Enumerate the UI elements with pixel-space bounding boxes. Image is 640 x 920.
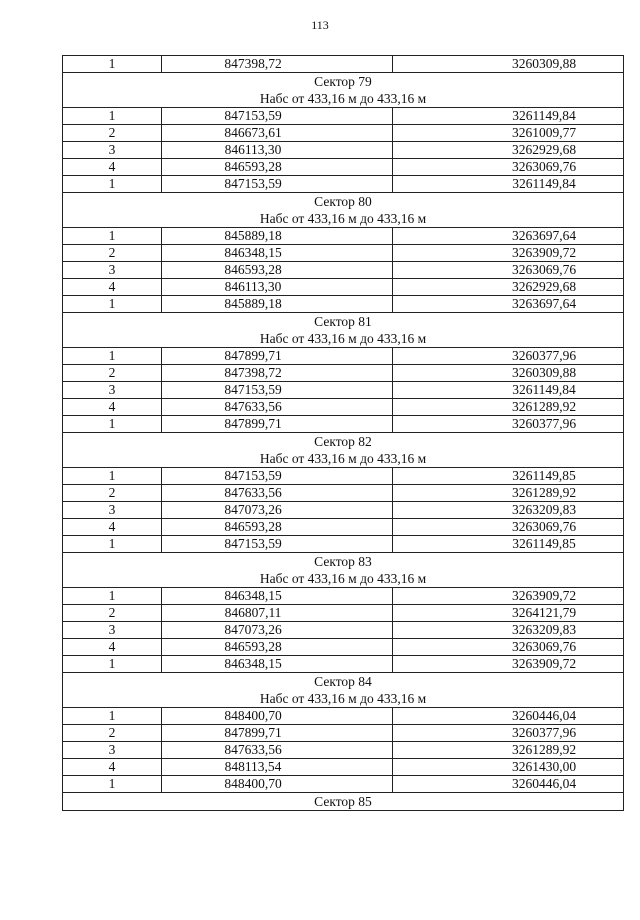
coordinates-table xyxy=(62,55,624,811)
x-coordinate: 848400,70 xyxy=(162,708,393,725)
point-number: 3 xyxy=(63,382,162,399)
y-coordinate: 3260377,96 xyxy=(393,725,624,742)
y-coordinate: 3263209,83 xyxy=(393,502,624,519)
table-row xyxy=(63,656,624,673)
table-row xyxy=(63,519,624,536)
sector-height-range: Набс от 433,16 м до 433,16 м xyxy=(259,571,427,586)
table-row xyxy=(63,108,624,125)
point-number: 1 xyxy=(63,468,162,485)
x-coordinate: 847633,56 xyxy=(162,399,393,416)
sector-header xyxy=(63,433,624,468)
table-row xyxy=(63,176,624,193)
sector-header xyxy=(63,313,624,348)
point-number: 2 xyxy=(63,485,162,502)
point-number: 4 xyxy=(63,159,162,176)
y-coordinate: 3263909,72 xyxy=(393,245,624,262)
x-coordinate: 845889,18 xyxy=(162,228,393,245)
table-row xyxy=(63,142,624,159)
table-row xyxy=(63,622,624,639)
table-row xyxy=(63,468,624,485)
table-row xyxy=(63,639,624,656)
table-row xyxy=(63,245,624,262)
y-coordinate: 3260377,96 xyxy=(393,348,624,365)
point-number: 1 xyxy=(63,296,162,313)
table-row xyxy=(63,399,624,416)
x-coordinate: 846113,30 xyxy=(162,142,393,159)
y-coordinate: 3263697,64 xyxy=(393,228,624,245)
point-number: 1 xyxy=(63,776,162,793)
sector-header-row xyxy=(63,553,624,588)
table-row xyxy=(63,382,624,399)
point-number: 3 xyxy=(63,742,162,759)
y-coordinate: 3263069,76 xyxy=(393,639,624,656)
point-number: 1 xyxy=(63,56,162,73)
y-coordinate: 3261149,84 xyxy=(393,108,624,125)
point-number: 3 xyxy=(63,502,162,519)
y-coordinate: 3261149,85 xyxy=(393,468,624,485)
table-row xyxy=(63,56,624,73)
sector-title: Сектор 82 xyxy=(314,434,372,449)
sector-header-row xyxy=(63,73,624,108)
y-coordinate: 3261430,00 xyxy=(393,759,624,776)
y-coordinate: 3260309,88 xyxy=(393,56,624,73)
sector-header xyxy=(63,673,624,708)
y-coordinate: 3261149,84 xyxy=(393,382,624,399)
point-number: 1 xyxy=(63,416,162,433)
table-row xyxy=(63,365,624,382)
y-coordinate: 3260309,88 xyxy=(393,365,624,382)
table-row xyxy=(63,502,624,519)
sector-header-row xyxy=(63,193,624,228)
table-row xyxy=(63,125,624,142)
table-row xyxy=(63,296,624,313)
y-coordinate: 3261289,92 xyxy=(393,742,624,759)
sector-title: Сектор 81 xyxy=(314,314,372,329)
y-coordinate: 3260446,04 xyxy=(393,776,624,793)
sector-title: Сектор 79 xyxy=(314,74,372,89)
x-coordinate: 846807,11 xyxy=(162,605,393,622)
x-coordinate: 847633,56 xyxy=(162,742,393,759)
sector-header xyxy=(63,553,624,588)
sector-header-row xyxy=(63,313,624,348)
y-coordinate: 3260446,04 xyxy=(393,708,624,725)
y-coordinate: 3261149,85 xyxy=(393,536,624,553)
point-number: 3 xyxy=(63,622,162,639)
y-coordinate: 3263069,76 xyxy=(393,159,624,176)
y-coordinate: 3263069,76 xyxy=(393,519,624,536)
sector-title: Сектор 84 xyxy=(314,674,372,689)
x-coordinate: 846348,15 xyxy=(162,588,393,605)
y-coordinate: 3260377,96 xyxy=(393,416,624,433)
x-coordinate: 847073,26 xyxy=(162,502,393,519)
x-coordinate: 847899,71 xyxy=(162,725,393,742)
sector-header-row xyxy=(63,673,624,708)
sector-height-range: Набс от 433,16 м до 433,16 м xyxy=(259,211,427,226)
point-number: 1 xyxy=(63,348,162,365)
point-number: 4 xyxy=(63,639,162,656)
table-row xyxy=(63,776,624,793)
y-coordinate: 3261289,92 xyxy=(393,485,624,502)
y-coordinate: 3263209,83 xyxy=(393,622,624,639)
table-row xyxy=(63,742,624,759)
point-number: 3 xyxy=(63,262,162,279)
x-coordinate: 847153,59 xyxy=(162,382,393,399)
sector-title: Сектор 85 xyxy=(314,794,372,809)
x-coordinate: 847073,26 xyxy=(162,622,393,639)
table-row xyxy=(63,708,624,725)
point-number: 3 xyxy=(63,142,162,159)
x-coordinate: 846113,30 xyxy=(162,279,393,296)
point-number: 2 xyxy=(63,125,162,142)
x-coordinate: 846593,28 xyxy=(162,262,393,279)
x-coordinate: 846593,28 xyxy=(162,519,393,536)
coordinates-table-body xyxy=(63,56,624,811)
sector-height-range: Набс от 433,16 м до 433,16 м xyxy=(259,331,427,346)
x-coordinate: 847899,71 xyxy=(162,348,393,365)
table-row xyxy=(63,485,624,502)
point-number: 1 xyxy=(63,588,162,605)
table-row xyxy=(63,605,624,622)
x-coordinate: 846348,15 xyxy=(162,656,393,673)
point-number: 2 xyxy=(63,605,162,622)
x-coordinate: 846673,61 xyxy=(162,125,393,142)
x-coordinate: 847153,59 xyxy=(162,536,393,553)
point-number: 1 xyxy=(63,536,162,553)
sector-height-range: Набс от 433,16 м до 433,16 м xyxy=(259,691,427,706)
point-number: 2 xyxy=(63,245,162,262)
page-number: 113 xyxy=(311,18,329,32)
table-row xyxy=(63,348,624,365)
y-coordinate: 3261289,92 xyxy=(393,399,624,416)
y-coordinate: 3263909,72 xyxy=(393,656,624,673)
y-coordinate: 3263697,64 xyxy=(393,296,624,313)
x-coordinate: 847153,59 xyxy=(162,468,393,485)
table-row xyxy=(63,725,624,742)
sector-header xyxy=(63,193,624,228)
y-coordinate: 3261149,84 xyxy=(393,176,624,193)
table-row xyxy=(63,279,624,296)
y-coordinate: 3263909,72 xyxy=(393,588,624,605)
x-coordinate: 847633,56 xyxy=(162,485,393,502)
y-coordinate: 3262929,68 xyxy=(393,279,624,296)
x-coordinate: 846593,28 xyxy=(162,159,393,176)
x-coordinate: 848400,70 xyxy=(162,776,393,793)
y-coordinate: 3263069,76 xyxy=(393,262,624,279)
point-number: 4 xyxy=(63,399,162,416)
table-row xyxy=(63,159,624,176)
x-coordinate: 847899,71 xyxy=(162,416,393,433)
point-number: 2 xyxy=(63,365,162,382)
table-row xyxy=(63,416,624,433)
sector-height-range: Набс от 433,16 м до 433,16 м xyxy=(259,451,427,466)
x-coordinate: 848113,54 xyxy=(162,759,393,776)
x-coordinate: 846593,28 xyxy=(162,639,393,656)
sector-header xyxy=(63,73,624,108)
sector-header-row xyxy=(63,793,624,811)
sector-height-range: Набс от 433,16 м до 433,16 м xyxy=(259,91,427,106)
y-coordinate: 3261009,77 xyxy=(393,125,624,142)
point-number: 4 xyxy=(63,759,162,776)
y-coordinate: 3264121,79 xyxy=(393,605,624,622)
table-row xyxy=(63,262,624,279)
table-row xyxy=(63,588,624,605)
x-coordinate: 847153,59 xyxy=(162,108,393,125)
table-row xyxy=(63,759,624,776)
x-coordinate: 847398,72 xyxy=(162,56,393,73)
point-number: 1 xyxy=(63,108,162,125)
point-number: 1 xyxy=(63,176,162,193)
y-coordinate: 3262929,68 xyxy=(393,142,624,159)
table-row xyxy=(63,536,624,553)
point-number: 2 xyxy=(63,725,162,742)
point-number: 1 xyxy=(63,656,162,673)
sector-title: Сектор 80 xyxy=(314,194,372,209)
point-number: 1 xyxy=(63,708,162,725)
sector-header xyxy=(63,793,624,811)
x-coordinate: 847153,59 xyxy=(162,176,393,193)
point-number: 4 xyxy=(63,519,162,536)
table-row xyxy=(63,228,624,245)
x-coordinate: 846348,15 xyxy=(162,245,393,262)
point-number: 1 xyxy=(63,228,162,245)
x-coordinate: 847398,72 xyxy=(162,365,393,382)
point-number: 4 xyxy=(63,279,162,296)
x-coordinate: 845889,18 xyxy=(162,296,393,313)
sector-header-row xyxy=(63,433,624,468)
sector-title: Сектор 83 xyxy=(314,554,372,569)
